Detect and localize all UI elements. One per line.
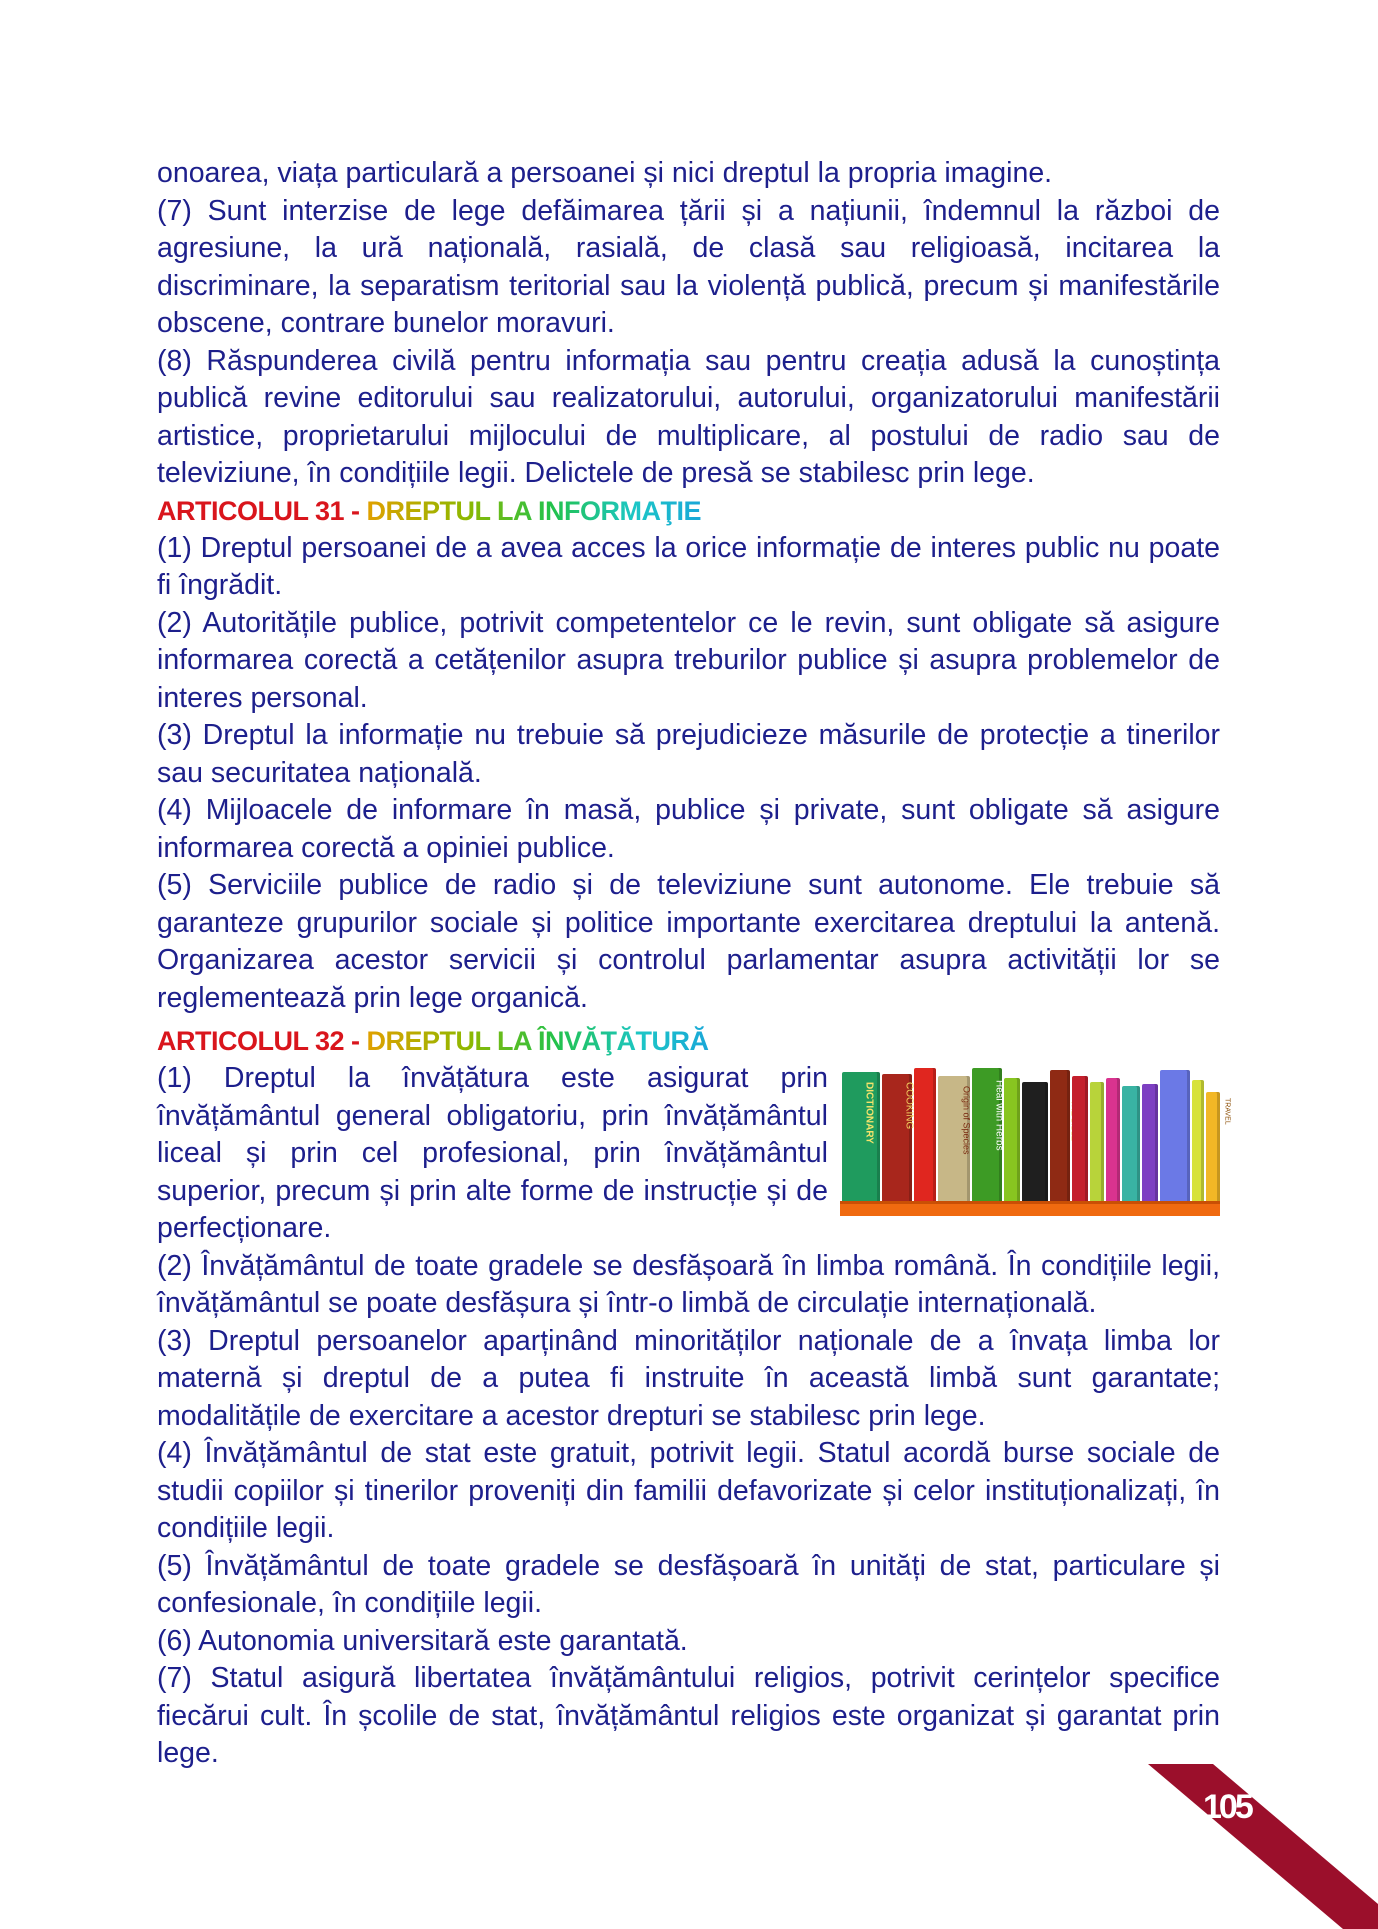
article-31-title: DREPTUL LA INFORMAŢIE [366,495,702,526]
paragraph-31-3: (3) Dreptul la informație nu trebuie să prejudicieze măsurile de protecție a tinerilor sau securitatea națională. [157,719,1220,789]
book-blue [1160,1070,1190,1204]
book-travel [1206,1092,1231,1204]
book-heal-with-herbs [972,1068,1005,1204]
book-green [1004,1078,1020,1204]
paragraph-31-5: (5) Serviciile publice de radio și de televiziune sunt autonome. Ele trebuie să garanteze grupurilor sociale și politice importante exercitarea dreptului la antenă. Organizarea acestor servicii și controlul parlamentar asupra activității lor se reglementează prin lege organică. [157,869,1220,1014]
article-31-separator: - [344,495,367,526]
book-teal [1122,1086,1140,1204]
book-red [914,1068,936,1204]
book-yellow-green [1090,1082,1104,1204]
book-spine-dictionary: DICTIONARY [863,1082,875,1144]
book-cooking [882,1074,915,1204]
book-black [1022,1082,1048,1204]
paragraph-32-1: (1) Dreptul la învățătura este asigurat prin învățământul general obligatoriu, prin învățământul liceal și prin cel profesional, prin învățământul superior, precum și prin alte forme de instrucție și de perfecționare. [157,1062,828,1244]
book-spine-origin: Origin of Species [961,1086,972,1155]
book-dictionary [842,1072,880,1204]
book-bible [1050,1070,1070,1204]
paragraph-31-1: (1) Dreptul persoanei de a avea acces la orice informație de interes public nu poate fi îngrădit. [157,531,1220,601]
page-number: 105 [1203,1788,1251,1826]
page-content [157,155,1231,1773]
paragraph-continuation: onoarea, viața particulară a persoanei și nici dreptul la propria imagine. [157,157,1053,189]
bookshelf-icon [840,1066,1231,1216]
article-32-heading [157,1023,1220,1060]
paragraph-32-4: (4) Învățământul de stat este gratuit, potrivit legii. Statul acordă burse sociale de studii copiilor și tinerilor proveniți din familii defavorizate și celor instituționalizați, în condițiile legii. [157,1437,1220,1544]
paragraph-32-2: (2) Învățământul de toate gradele se desfășoară în limba română. În condițiile legii, învățământul se poate desfășura și într-o limbă de circulație internațională. [157,1249,1220,1319]
article-31-label: ARTICOLUL 31 [157,495,345,526]
article-32-separator: - [344,1026,367,1056]
book-crimson [1072,1076,1088,1204]
book-magenta [1106,1078,1120,1204]
book-spine-herbs: Heal with Herbs [993,1080,1005,1151]
article-32-title: DREPTUL LA ÎNVĂŢĂTURĂ [366,1026,709,1056]
book-violet [1142,1084,1158,1204]
paragraph-32-5: (5) Învățământul de toate gradele se desfășoară în unități de stat, particulare și confesionale, în condițiile legii. [157,1549,1220,1619]
paragraph-32-7: (7) Statul asigură libertatea învățământului religios, potrivit cerințelor specifice fiecărui cult. În școlile de stat, învățământul religios este organizat și garantat prin lege. [157,1662,1220,1769]
book-spine-cooking: COOKING [903,1082,915,1130]
paragraph-31-2: (2) Autoritățile publice, potrivit competentelor ce le revin, sunt obligate să asigure informarea corectă a cetățenilor asupra treburilor publice și asupra problemelor de interes personal. [157,606,1220,714]
book-origin-of-species [938,1076,970,1204]
shelf-board [840,1201,1220,1216]
article-32-label: ARTICOLUL 32 [157,1026,345,1056]
paragraph-30-8: (8) Răspunderea civilă pentru informația sau pentru creația adusă la cunoștința publică revine editorului sau realizatorului, autorului, organizatorului manifestării artistice, proprietarului mijlocului de multiplicare, al postului de radio sau de televiziune, în condițiile legii. Delictele de presă se stabilesc prin lege. [157,344,1220,489]
paragraph-32-6: (6) Autonomia universitară este garantată. [157,1624,688,1657]
paragraph-30-7: (7) Sunt interzise de lege defăimarea țării și a națiunii, îndemnul la război de agresiune, la ură națională, rasială, de clasă sau religioasă, incitarea la discriminare, la separatism teritorial sau la violență publică, precum și manifestările obscene, contrare bunelor moravuri. [157,194,1220,339]
paragraph-32-3: (3) Dreptul persoanelor aparținând minorităților naționale de a învața limba lor maternă și dreptul de a putea fi instruite în această limbă sunt garantate; modalitățile de exercitare a acestor drepturi se stabilesc prin lege. [157,1324,1220,1432]
paragraph-31-4: (4) Mijloacele de informare în masă, publice și private, sunt obligate să asigure informarea corectă a opiniei publice. [157,794,1220,864]
article-31-heading [157,493,1220,530]
book-spine-travel: TRAVEL [1223,1098,1231,1125]
book-lime [1192,1080,1204,1204]
